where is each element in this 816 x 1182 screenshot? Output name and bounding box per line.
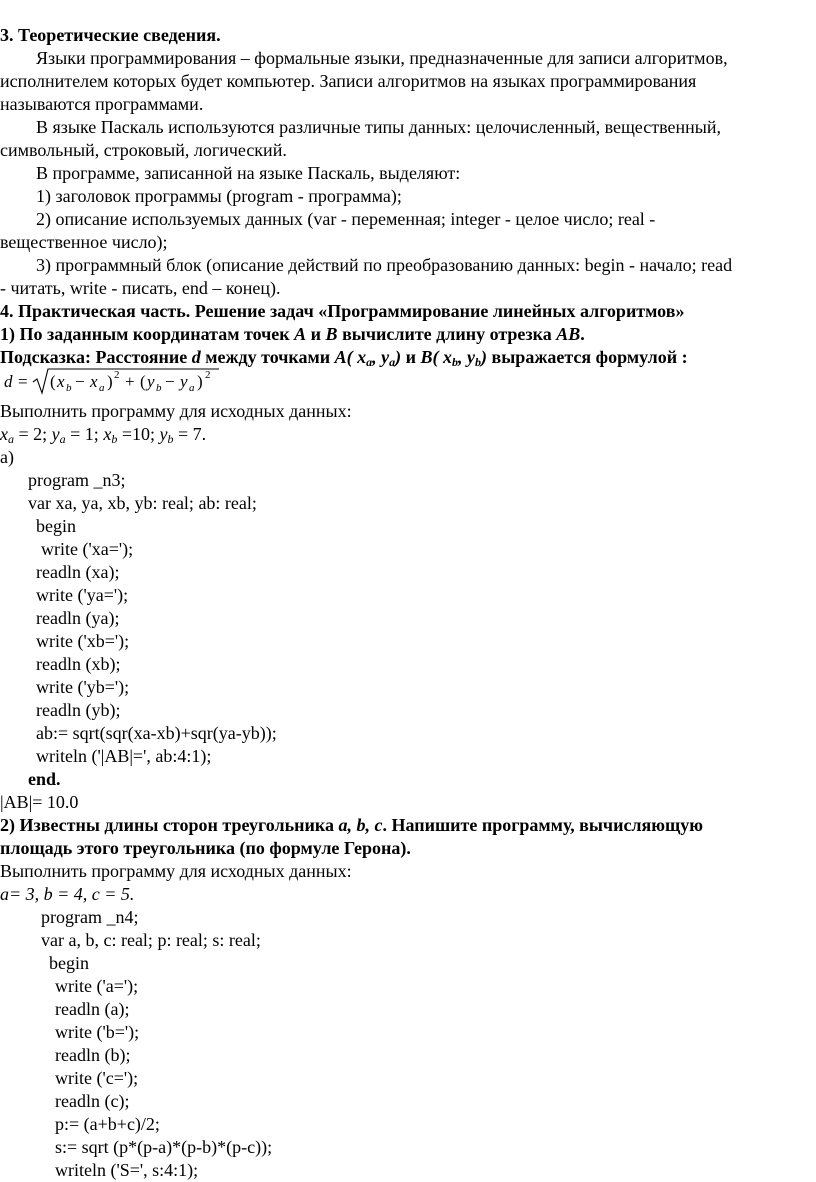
svg-text:−: − (75, 372, 85, 391)
theory-p1-line2: исполнителем которых будет компьютер. Записи алгоритмов на языках программирования (0, 71, 697, 91)
theory-item1: 1) заголовок программы (program - программа); (36, 186, 402, 206)
svg-text:+: + (125, 372, 135, 391)
code-line: begin (49, 953, 89, 973)
code-line: s:= sqrt (p*(p-a)*(p-b)*(p-c)); (55, 1137, 273, 1157)
code-line: ab:= sqrt(sqr(xa-xb)+sqr(ya-yb)); (36, 723, 277, 743)
theory-p2-line2: символьный, строковый, логический. (0, 140, 287, 160)
svg-text:−: − (165, 372, 175, 391)
theory-item3-line2: - читать, write - писать, end – конец). (0, 278, 281, 298)
code-line: readln (xa); (36, 562, 120, 582)
formula-d: d (4, 372, 13, 391)
task2-values: a= 3, b = 4, c = 5. (0, 884, 135, 904)
code-line: readln (ya); (36, 608, 120, 628)
theory-item2-line2: вещественное число); (0, 232, 168, 252)
task1-title: 1) По заданным координатам точек A и B вычислите длину отрезка AB. (0, 324, 585, 344)
code-line: write ('c='); (55, 1068, 139, 1088)
svg-text:a: a (99, 382, 105, 394)
task2-title-line2: площадь этого треугольника (по формуле Герона). (0, 838, 411, 858)
task1-result: |AB|= 10.0 (0, 792, 79, 812)
svg-text:y: y (180, 372, 188, 391)
svg-text:b: b (66, 382, 72, 394)
code-line: program _n3; (28, 470, 126, 490)
theory-p2-line1: В языке Паскаль используются различные типы данных: целочисленный, вещественный, (36, 117, 721, 137)
code-line: readln (b); (55, 1045, 131, 1065)
code-line: write ('a='); (55, 976, 139, 996)
code-line: write ('ya='); (36, 585, 129, 605)
code-line: p:= (a+b+c)/2; (55, 1114, 160, 1134)
svg-text:2: 2 (114, 369, 120, 381)
task1-label-a: а) (0, 447, 14, 467)
code-line: write ('xa='); (41, 539, 134, 559)
distance-formula-svg (4, 367, 224, 399)
code-line: begin (36, 516, 76, 536)
code-line: writeln ('S=', s:4:1); (55, 1160, 199, 1180)
svg-text:x: x (57, 372, 65, 391)
svg-text:y: y (147, 372, 155, 391)
distance-formula (4, 367, 224, 397)
svg-text:2: 2 (205, 369, 211, 381)
code-line: readln (c); (55, 1091, 130, 1111)
theory-p1-line1: Языки программирования – формальные языки, предназначенные для записи алгоритмов, (36, 48, 728, 68)
svg-text:(: ( (50, 372, 56, 391)
svg-text:b: b (156, 382, 162, 394)
task1-exec: Выполнить программу для исходных данных: (0, 401, 352, 421)
theory-p1-line3: называются программами. (0, 94, 204, 114)
svg-text:x: x (90, 372, 98, 391)
code-line: readln (xb); (36, 654, 121, 674)
svg-text:(: ( (140, 372, 146, 391)
svg-text:): ) (197, 372, 203, 391)
code-line: write ('xb='); (36, 631, 130, 651)
code-line: readln (yb); (36, 700, 121, 720)
theory-item2-line1: 2) описание используемых данных (var - переменная; integer - целое число; real - (36, 209, 656, 229)
code-line: write ('yb='); (36, 677, 130, 697)
task2-title: 2) Известны длины сторон треугольника a, b, c. Напишите программу, вычисляющую (0, 815, 703, 835)
code-line: var a, b, c: real; p: real; s: real; (41, 930, 261, 950)
code-end: end. (28, 769, 61, 789)
task1-hint: Подсказка: Расстояние d между точками A( $x_a$, $y_a$) и B( $x_b$, $y_b$) выражается формулой : (0, 347, 688, 369)
theory-item3-line1: 3) программный блок (описание действий по преобразованию данных: begin - начало; read (36, 255, 733, 275)
code-line: var xa, ya, xb, yb: real; ab: real; (28, 493, 257, 513)
task2-exec: Выполнить программу для исходных данных: (0, 861, 352, 881)
svg-text:): ) (107, 372, 113, 391)
code-line: readln (a); (55, 999, 130, 1019)
code-line: write ('b='); (55, 1022, 140, 1042)
code-line: writeln ('|AB|=', ab:4:1); (36, 746, 212, 766)
section-3-heading: 3. Теоретические сведения. (0, 25, 221, 45)
task1-values: $x_a = 2$; $y_a = 1$; $x_b =10$; $y_b = 7$. (0, 424, 207, 446)
theory-p3-line1: В программе, записанной на языке Паскаль, выделяют: (36, 163, 461, 183)
section-4-heading: 4. Практическая часть. Решение задач «Программирование линейных алгоритмов» (0, 301, 685, 321)
code-line: program _n4; (41, 907, 139, 927)
formula-eq: = (18, 372, 28, 391)
svg-text:a: a (189, 382, 195, 394)
